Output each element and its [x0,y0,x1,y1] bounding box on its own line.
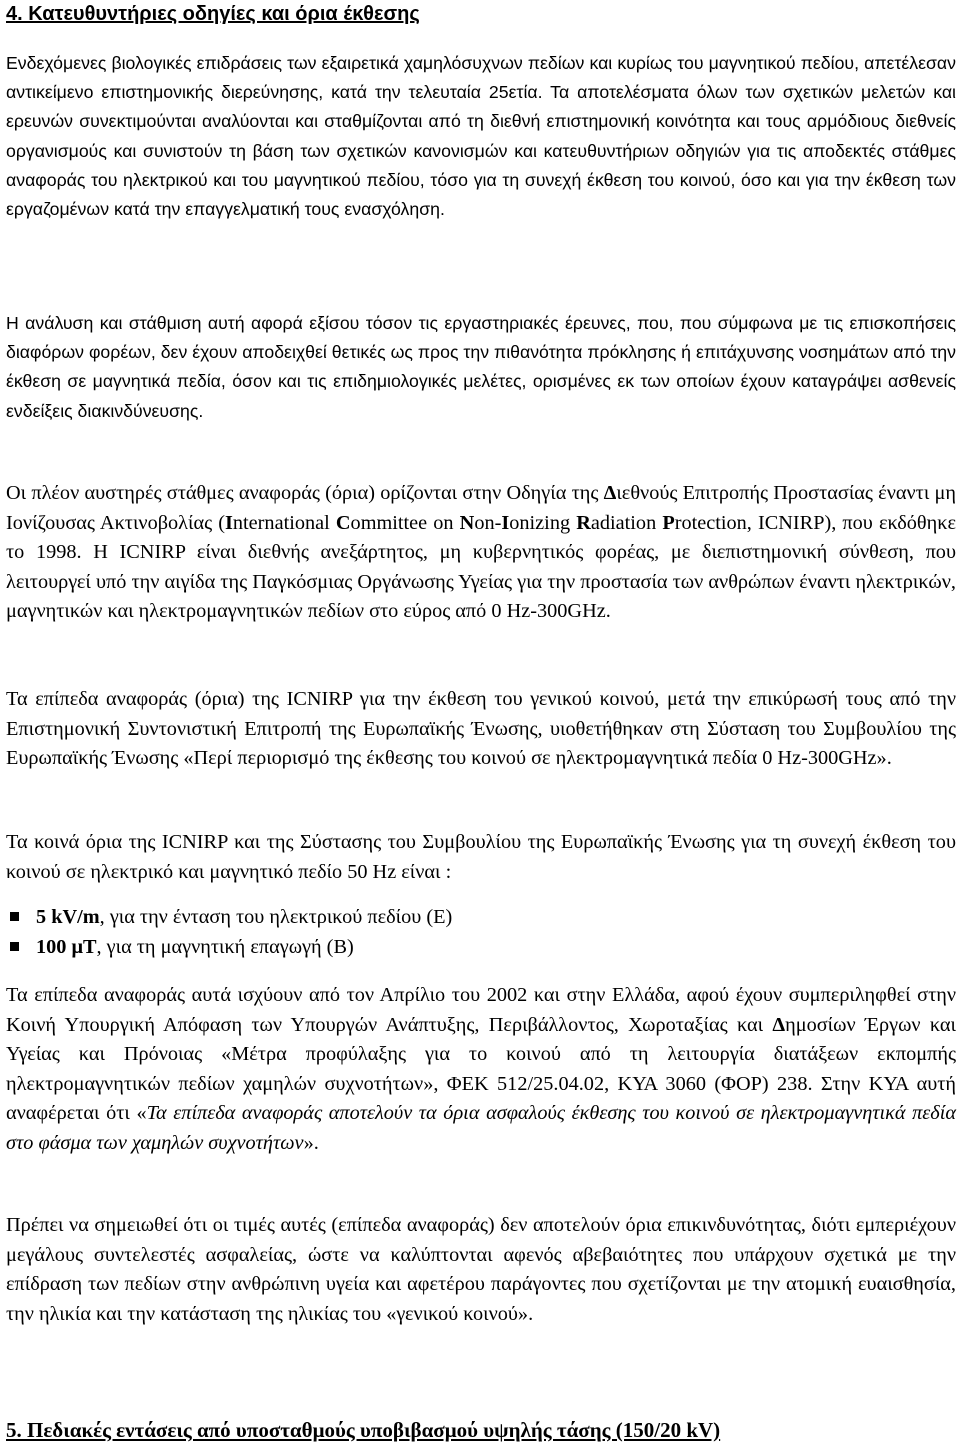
section-5-heading: 5. Πεδιακές εντάσεις από υποσταθμούς υποβιβασμού υψηλής τάσης (150/20 kV) [6,1418,721,1442]
paragraph-text: Οι πλέον αυστηρές στάθμες αναφοράς (όρια) ορίζονται στην Οδηγία της [6,482,604,504]
limit-description: , για τη μαγνητική επαγωγή (Β) [96,935,354,958]
bold-letter: C [335,511,351,534]
bold-letter: P [662,511,675,534]
bold-letter: Δ [603,482,617,504]
paragraph-text: Ενδεχόμενες βιολογικές επιδράσεις των εξαιρετικά χαμηλόσυχνων πεδίων και κυρίως του μαγνητικού πεδίου, απετέλεσαν αντικείμενο επιστημονικής διερεύνησης, κατά την τελευταία 25ετία. [6,53,956,103]
paragraph-text: rotection, ICNIRP), που εκδόθηκε το 1998. Η ICNIRP είναι διεθνής ανεξάρτητος, μη κυβερνητικός φορέας, με διεπιστημονική σύνθεση, που λειτουργεί υπό την αιγίδα της Παγκόσμιας Οργάνωσης Υγείας για την προστασία των ανθρώπων έναντι ηλεκτρικών, μαγνητικών και ηλεκτρομαγνητικών πεδίων στο εύρος από 0 Hz-300GHz. [6,511,956,622]
limits-list [6,903,956,962]
square-bullet-icon [10,942,19,951]
paragraph-text: onizing [509,511,577,534]
bold-letter: Δ [772,1013,786,1036]
paragraph-text: adiation [590,511,663,534]
limit-value: 5 kV/m [36,906,100,928]
bold-letter: I [501,511,510,534]
bold-letter: N [459,511,475,534]
limit-value: 100 μT [36,935,97,958]
bold-letter: R [576,511,591,534]
paragraph-text: Τα αποτελέσματα όλων των σχετικών μελετών και ερευνών συνεκτιμούνται αναλύονται και σταθμίζονται από τη διεθνή επιστημονική κοινότητα και τους αρμόδιους διεθνείς οργανισμούς και συνιστούν τη βάση των σχετικών κανονισμών και κατευθυντήριων οδηγιών για τις αποδεκτές στάθμες αναφοράς του ηλεκτρικού και του μαγνητικού πεδίου, τόσο για τη συνεχή έκθεση του κοινού, όσο και για την έκθεση των εργαζομένων κατά την επαγγελματική τους ενασχόληση. [6,82,956,220]
bold-letter: I [225,511,233,534]
paragraph-analysis: Η ανάλυση και στάθμιση αυτή αφορά εξίσου τόσον τις εργαστηριακές έρευνες, που, που σύμφωνα με τις επισκοπήσεις διαφόρων φορέων, δεν έχουν αποδειχθεί θετικές ως προς την πιθανότητα πρόκλησης ή επιτάχυνσης νοσημάτων από την έκθεση σε μαγνητικά πεδία, όσον και τις επιδημιολογικές μελέτες, ορισμένες εκ των οποίων έχουν καταγράψει ασθενείς ενδείξεις διακινδύνευσης. [6,313,956,421]
paragraph-text: ommittee on [350,511,460,534]
paragraph-text: ιεθνούς Επιτροπής Προστασίας έναντι μη Ιονίζουσας Ακτινοβολίας ( [6,482,956,534]
paragraph-text: Τα επίπεδα αναφοράς αυτά ισχύουν από τον Απρίλιο του 2002 και στην Ελλάδα, αφού έχουν συμπεριληφθεί στην Κοινή Υπουργική Απόφαση των Υπουργών Ανάπτυξης, Περιβάλλοντος, Χωροταξίας και [6,984,956,1036]
paragraph-biological-effects [6,49,956,224]
paragraph-safety-factors: Πρέπει να σημειωθεί ότι οι τιμές αυτές (επίπεδα αναφοράς) δεν αποτελούν όρια επικινδυνότητας, διότι εμπεριέχουν μεγάλους συντελεστές ασφαλείας, ώστε να καλύπτονται αφενός αβεβαιότητες που υπάρχουν σχετικά με την επίδραση των πεδίων στην ανθρώπινη υγεία και αφετέρου παράγοντες που σχετίζονται με την ατομική ευαισθησία, την ηλικία και την κατάσταση της ηλικίας του «γενικού κοινού». [6,1214,956,1325]
paragraph-text: ημοσίων Έργων και Υγείας και Πρόνοιας «Μέτρα προφύλαξης για το κοινού από τη λειτουργία διατάξεων εκπομπής ηλεκτρομαγνητικών πεδίων χαμηλών συχνοτήτων», ΦΕΚ 512/25.04.02, ΚΥΑ 3060 (ΦΟΡ) 238. Στην ΚΥΑ αυτή αναφέρεται ότι « [6,1013,956,1124]
italic-quote: Τα επίπεδα αναφοράς αποτελούν τα όρια ασφαλούς έκθεσης του κοινού σε ηλεκτρομαγνητικά πεδία στο φάσμα των χαμηλών συχνοτήτων [6,1102,956,1154]
limit-description: , για την ένταση του ηλεκτρικού πεδίου (Ε) [99,906,453,928]
list-item [6,903,956,933]
square-bullet-icon [10,912,19,921]
paragraph-common-limits: Τα κοινά όρια της ICNIRP και της Σύστασης του Συμβουλίου της Ευρωπαϊκής Ένωσης για τη συνεχή έκθεση του κοινού σε ηλεκτρικό και μαγνητικό πεδίο 50 Hz είναι : [6,831,956,883]
paragraph-text: on- [474,511,502,534]
list-item [6,933,956,963]
paragraph-eu-recommendation: Τα επίπεδα αναφοράς (όρια) της ICNIRP για την έκθεση του γενικού κοινού, μετά την επικύρωσή τους από την Επιστημονική Συντονιστική Επιτροπή της Ευρωπαϊκής Ένωσης, υιοθετήθηκαν στη Σύσταση του Συμβουλίου της Ευρωπαϊκής Ένωσης «Περί περιορισμό της έκθεσης του κοινού σε ηλεκτρομαγνητικά πεδία 0 Hz-300GHz». [6,688,956,769]
paragraph-text: ». [303,1131,319,1154]
paragraph-icnirp-definition [6,479,956,627]
section-4-heading: 4. Κατευθυντήριες οδηγίες και όρια έκθεσης [6,3,420,25]
paragraph-text: nternational [232,511,336,534]
paragraph-greek-adoption [6,981,956,1158]
